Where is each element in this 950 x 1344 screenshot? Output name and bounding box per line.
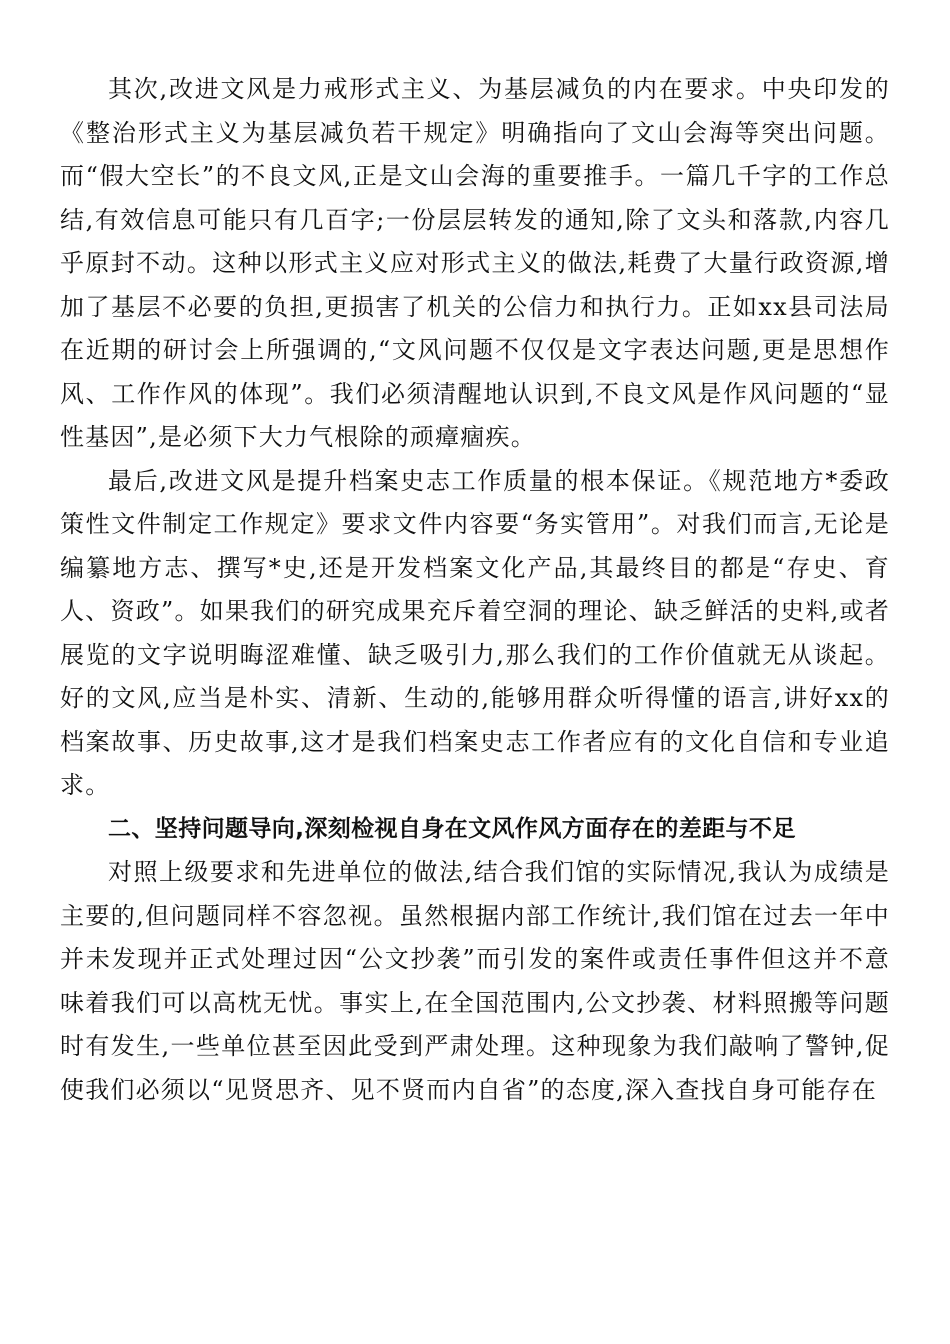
body-paragraph: 其次,改进文风是力戒形式主义、为基层减负的内在要求。中央印发的《整治形式主义为基层减负若干规定》明确指向了文山会海等突出问题。而“假大空长”的不良文风,正是文山会海的重要推手。一篇几千字的工作总结,有效信息可能只有几百字;一份层层转发的通知,除了文头和落款,内容几乎原封不动。这种以形式主义应对形式主义的做法,耗费了大量行政资源,增加了基层不必要的负担,更损害了机关的公信力和执行力。正如xx县司法局在近期的研讨会上所强调的,“文风问题不仅仅是文字表达问题,更是思想作风、工作作风的体现”。我们必须清醒地认识到,不良文风是作风问题的“显性基因”,是必须下大力气根除的顽瘴痼疾。 (60, 75, 890, 451)
document-page (60, 68, 890, 1112)
body-paragraph: 最后,改进文风是提升档案史志工作质量的根本保证。《规范地方*委政策性文件制定工作规定》要求文件内容要“务实管用”。对我们而言,无论是编纂地方志、撰写*史,还是开发档案文化产品,其最终目的都是“存史、育人、资政”。如果我们的研究成果充斥着空洞的理论、缺乏鲜活的史料,或者展览的文字说明晦涩难懂、缺乏吸引力,那么我们的工作价值就无从谈起。好的文风,应当是朴实、清新、生动的,能够用群众听得懂的语言,讲好xx的档案故事、历史故事,这才是我们档案史志工作者应有的文化自信和专业追求。 (60, 466, 890, 799)
section-heading: 二、坚持问题导向,深刻检视自身在文风作风方面存在的差距与不足 (108, 815, 796, 842)
body-paragraph: 对照上级要求和先进单位的做法,结合我们馆的实际情况,我认为成绩是主要的,但问题同样不容忽视。虽然根据内部工作统计,我们馆在过去一年中并未发现并正式处理过因“公文抄袭”而引发的案件或责任事件但这并不意味着我们可以高枕无忧。事实上,在全国范围内,公文抄袭、材料照搬等问题时有发生,一些单位甚至因此受到严肃处理。这种现象为我们敲响了警钟,促使我们必须以“见贤思齐、见不贤而内自省”的态度,深入查找自身可能存在 (60, 858, 890, 1104)
